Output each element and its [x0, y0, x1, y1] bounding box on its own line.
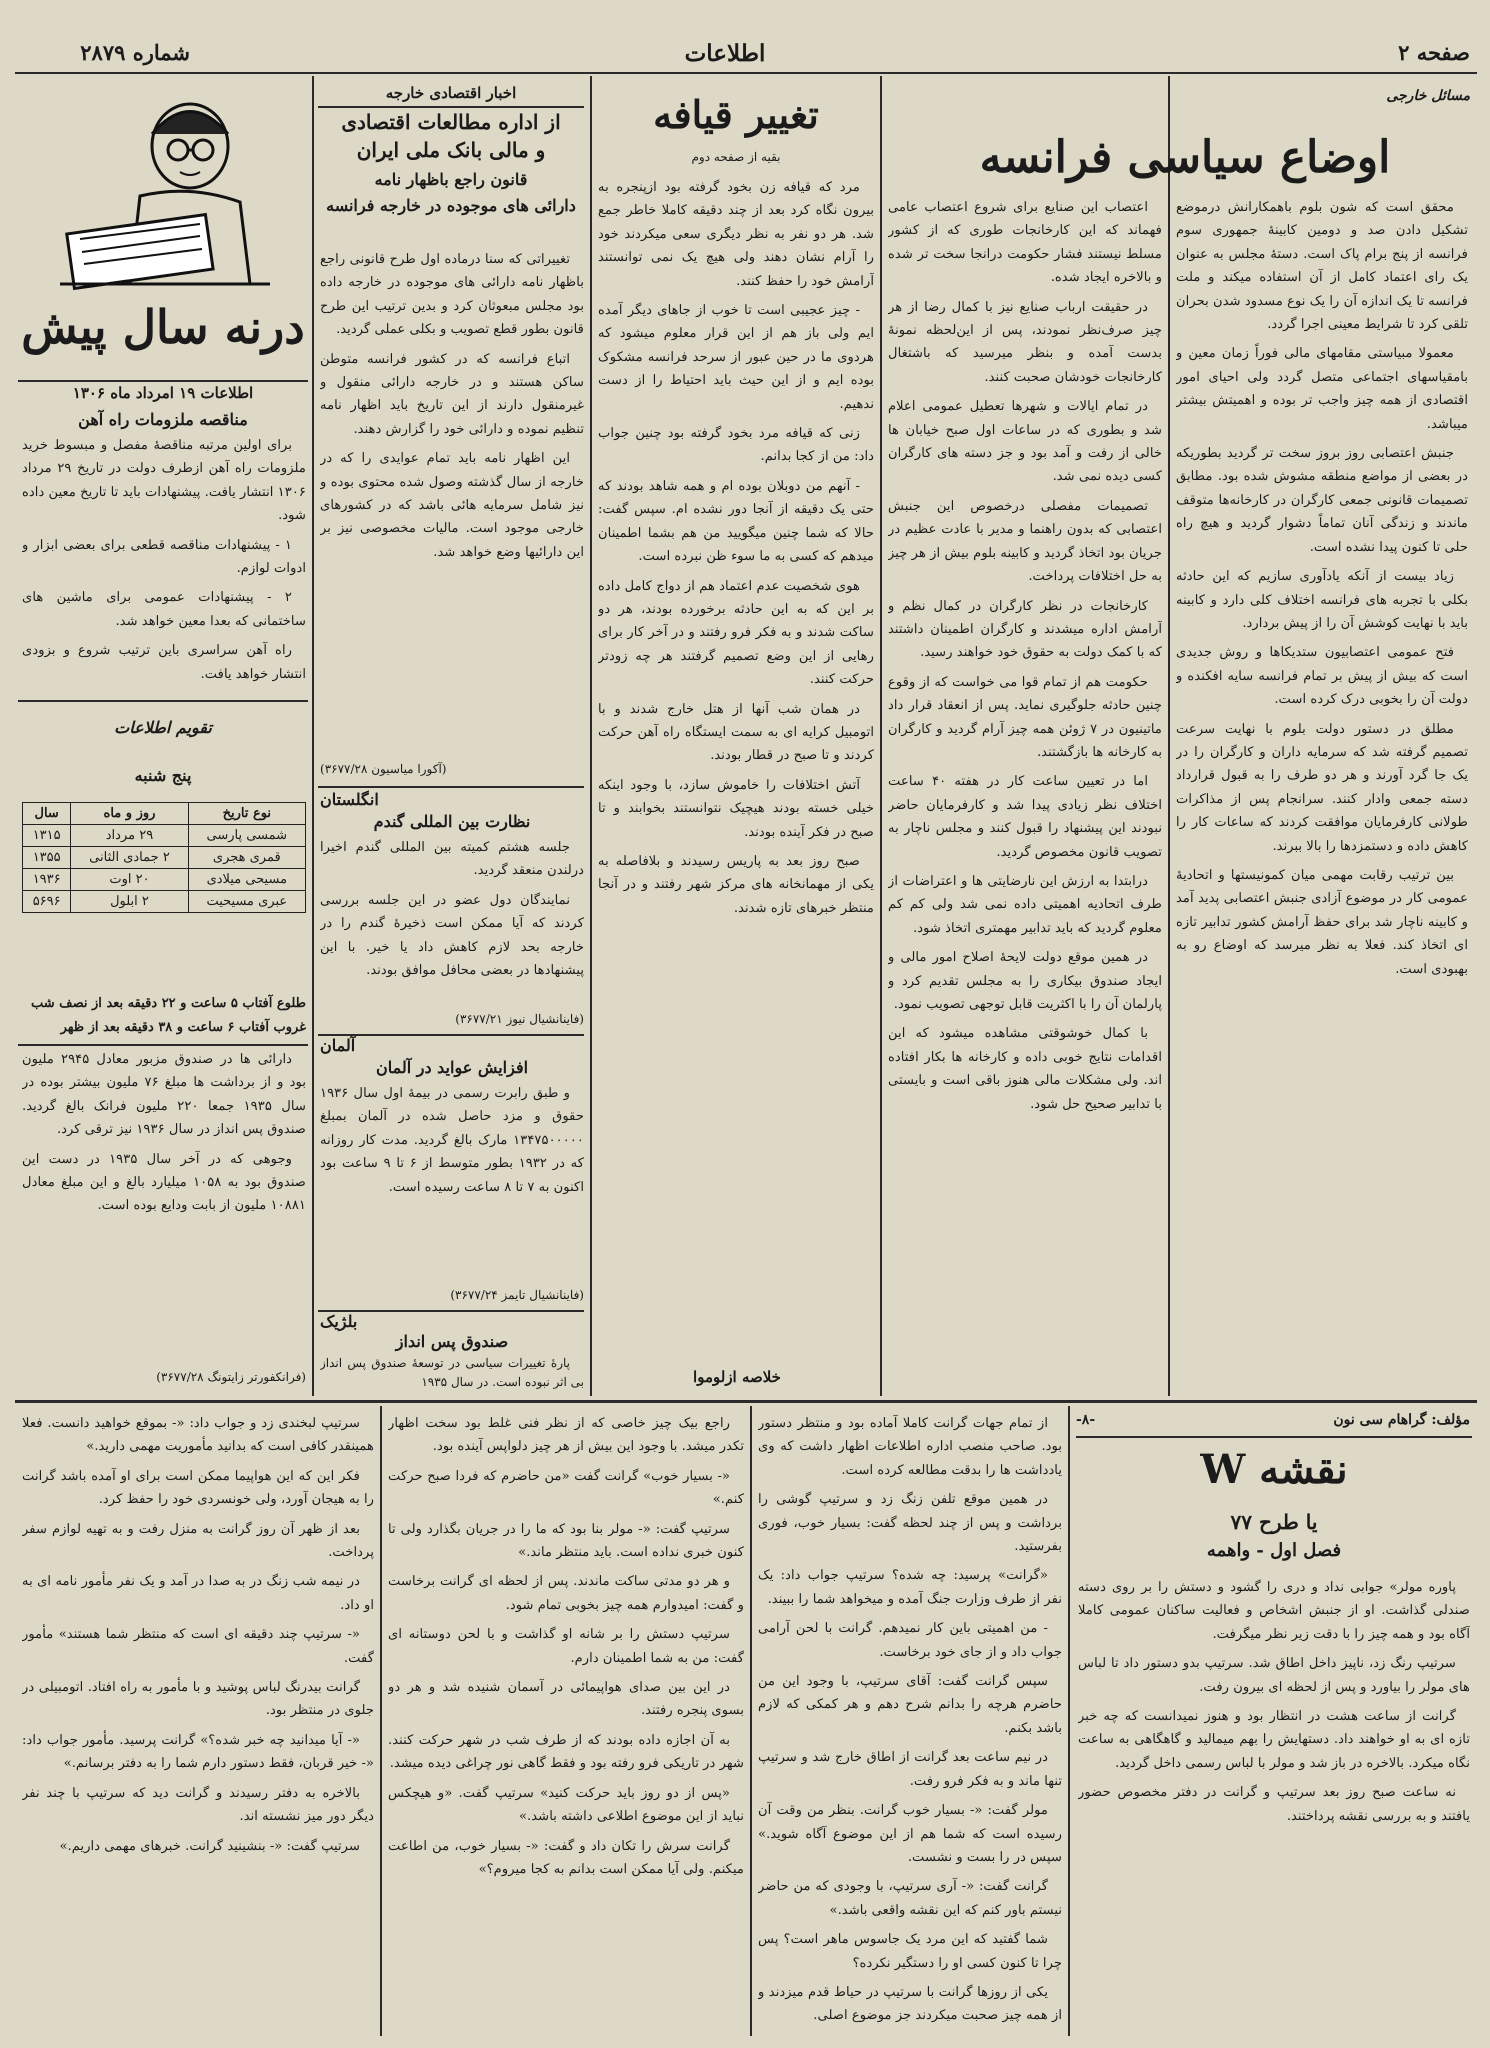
econ-england-body: جلسه هشتم کمیته بین المللی گندم اخیرا درلندن منعقد گردید. نمایندگان دول عضو در این جلسه بررسی کردند که آیا ممکن است ذخیرهٔ گندم را در خارجه بحد لازم کاهش داد یا خیر. با این پیشنهادها در بعضی محافل موافق بودند.: [320, 840, 584, 979]
story-ending: خلاصه ازلوموا: [693, 1368, 781, 1386]
story-subtitle: بقیه از صفحه دوم: [691, 150, 781, 164]
calendar-row: مسیحی میلادی ۲۰ اوت ۱۹۳۶: [23, 869, 306, 891]
page-number: صفحه ۲: [1398, 40, 1470, 65]
story-body: مرد که قیافه زن بخود گرفته بود ازپنجره به بیرون نگاه کرد بعد از چند دقیقه کاملا خاطر جمع شد. هر دو نفر به نظر دیگری سعی میکردند خود را آرام نشان دهند ولی هیچ یک نمی توانستند آرامش خود را حفظ کنند. - چیز عجیبی است تا خوب از جاهای دیگر آمده ایم ولی باز هم از این قرار معلوم میشود که هردوی ما در حین عبور از سرحد فرانسه مشکوک بوده ایم و از این حیث باید احتیاط را از دست ندهیم. زنی که قیافه مرد بخود گرفته بود چنین جواب داد: من از کجا بدانم. - آنهم من دوبلان بوده ام و همه شاهد بودند که حتی یک دقیقه از آنجا دور نشده ام. سپس گفت: حالا که شما چنین میگویید من هم بشما اطمینان میدهم که کسی به ما سوء ظن نبرده است. هوی شخصیت عدم اعتماد هم از دواج کامل داده بر این که به این حادثه برخورده بودند، هر دو ساکت شدند و به فکر فرو رفتند و در آخر کار برای رهایی از این وضع تصمیم گرفتند هر چه زودتر حرکت کنند. در همان شب آنها از هتل خارج شدند و با اتومبیل کرایه ای به سمت ایستگاه راه آهن حرکت کردند و تا صبح در قطار بودند. آتش اختلافات را خاموش سازد، با وجود اینکه خیلی خسته بودند هیچیک نتوانستند بخوابند و تا صبح در فکر آینده بودند. صبح روز بعد به پاریس رسیدند و بلافاصله به یکی از مهمانخانه های مرکز شهر رفتند و در آنجا منتظر خبرهای تازه شدند.: [598, 180, 874, 916]
calendar-title: تقویم اطلاعات: [114, 718, 212, 737]
article-body-france: محقق است که شون بلوم باهمکارانش درموضع تشکیل دادن صد و دومین کابینهٔ جمهوری سوم فرانسه از پنج برام پاک است. دستهٔ مجلس به عنوان یک رای اعتماد کامل از آن استفاده میکند و ملت فرانسه تا یک اندازه آن را یک نوع مسدود شدن بحران تلقی کرد تا شرایط معینی اجرا گردد. معمولا مبیاستی مقامهای مالی فوراً زمان معین و بامقیاسهای اجتماعی متصل گردد ولی احیای امور اقتصادی از همه چیز واجب تر بوده و اهمیتش بیشتر میباشد. جنبش اعتصابی روز بروز سخت تر گردید بطوریکه در بعضی از مواضع منطقه مشوش شده بود. مطابق تصمیمات قانونی جمعی کارگران در کارخانه‌ها متوقف ماندند و زندگی آنان تماماً دشوار گردید و هیچ راه حلی تا کنون پیدا نشده است. زیاد بیست از آنکه یادآوری سازیم که این حادثه بکلی با تجربه های فرانسه اختلاف کلی دارد و کابینه باید با نهایت کوشش آن را از پیش بردارد. فتح عمومی اعتصابیون ستدیکاها و روش جدیدی است که بیش از پیش بر تمام فرانسه سایه افکنده و دولت آن را بخوبی درک کرده است. مطلق در دستور دولت بلوم با نهایت سرعت تصمیم گرفته شد که سرمایه داران و کارگران را در یک جا گرد آورند و هر دو طرف را به قبول قرارداد دسته جمعی وادار کنند. سرانجام پس از مذاکرات طولانی کارفرمایان موافقت کردند که ساعات کار را کاهش داده و دستمزدها را بالا ببرند. بین ترتیب رقابت مهمی میان کمونیستها و اتحادیهٔ عمومی کار در موضوع آزادی جنبش اعتصابی پدید آمد و کابینه ناچار شد برای حفظ آرامش کشور تدابیر تازه ای اتخاذ کند. فعلا به نظر میرسد که اوضاع رو به بهبودی است.: [1176, 200, 1468, 977]
econ-germany-footnote: (فاینانشیال تایمز ۳۶۷۷/۲۴): [450, 1288, 584, 1302]
section-kicker: مسائل خارجی: [1386, 88, 1470, 104]
econ-body: تغییراتی که سنا درماده اول طرح قانونی راجع باظهار نامه دارائی های موجوده در خارجه داده بود مجلس مبعوثان کرد و بدین ترتیب این طرح قانون بطور قطع تصویب و بکلی عملی گردید. اتباع فرانسه که در کشور فرانسه متوطن ساکن هستند و در خارجه دارائی منقول و غیرمنقول دارند از این تاریخ باید اظهار نامه تنظیم نموده و دارائی خود را گزارش دهند. این اظهار نامه باید تمام عوایدی را که در خارجه از سال گذشته وصول شده محتوی بوده و نیز شامل سرمایه هائی باشد که در کشورهای خارجی موجود است. مالیات مخصوصی نیز بر این دارائیها وضع خواهد شد.: [320, 252, 584, 560]
econ-belgium-heading: صندوق پس انداز: [395, 1332, 509, 1351]
masthead-rule: [15, 72, 1477, 74]
serial-subtitle: یا طرح ۷۷: [1230, 1510, 1318, 1534]
serial-author: مؤلف: گراهام سی نون: [1333, 1412, 1470, 1428]
issue-number: شماره ۲۸۷۹: [80, 40, 190, 65]
calendar-header: سال: [23, 803, 71, 825]
econ-germany-heading: افزایش عواید در آلمان: [375, 1058, 529, 1077]
history-item-title: مناقصه ملزومات راه آهن: [78, 410, 248, 429]
calendar-table: [22, 802, 306, 913]
history-date: اطلاعات ۱۹ امرداد ماه ۱۳۰۶: [72, 384, 254, 402]
econ-england-footnote: (فاینانشیال نیوز ۳۶۷۷/۲۱): [455, 1012, 584, 1026]
serial-body-col4: سرتیپ لبخندی زد و جواب داد: «- بموقع خواهید دانست. فعلا همینقدر کافی است که بدانید مأموریت مهمی دارید.» فکر این که این هواپیما ممکن است برای او آمده باشد گرانت را به هیجان آورد، ولی خونسردی خود را حفظ کرد. بعد از ظهر آن روز گرانت به منزل رفت و به تهیه لوازم سفر پرداخت. در نیمه شب زنگ در به صدا در آمد و یک نفر مأمور نامه ای به او داد. «- سرتیپ چند دقیقه ای است که منتظر شما هستند» مأمور گفت. گرانت بیدرنگ لباس پوشید و با مأمور به راه افتاد. اتومبیلی در جلوی در منتظر بود. «- آیا میدانید چه خبر شده؟» گرانت پرسید. مأمور جواب داد: «- خیر قربان، فقط دستور دارم شما را به دفتر برسانم.» بالاخره به دفتر رسیدند و گرانت دید که سرتیپ با چند نفر دیگر دور میز نشسته اند. سرتیپ گفت: «- بنشینید گرانت. خبرهای مهمی داریم.»: [22, 1416, 374, 1854]
econ-heading-1: از اداره مطالعات اقتصادی: [341, 110, 561, 134]
serial-chapter: فصل اول - واهمه: [1206, 1540, 1342, 1561]
econ-section-belgium: بلژیک: [320, 1312, 358, 1331]
illustration-reader: [50, 84, 280, 299]
paper-name: اطلاعات: [684, 40, 766, 67]
econ-footnote: (آکورا میاسیون ۳۶۷۷/۲۸): [320, 762, 447, 776]
econ-england-heading: نظارت بین المللی گندم: [373, 812, 531, 831]
page-section-divider: [15, 1400, 1477, 1403]
econ-heading-4: دارائی های موجوده در خارجه فرانسه: [326, 196, 576, 215]
history-item-body: برای اولین مرتبه مناقصهٔ مفصل و مبسوط خرید ملزومات راه آهن ازطرف دولت در تاریخ ۲۹ مرداد ۱۳۰۶ انتشار یافت. پیشنهادات باید تا تاریخ معین داده شود. ۱ - پیشنهادات مناقصه قطعی برای بعضی ابزار و ادوات لوازم. ۲ - پیشنهادات عمومی برای ماشین های ساختمانی که بعدا معین خواهد شد. راه آهن سراسری باین ترتیب شروع و بزودی انتشار خواهد یافت.: [22, 438, 306, 682]
story-title: تغییر قیافه: [653, 92, 819, 137]
serial-title: نقشه W: [1200, 1446, 1348, 1493]
article-body-france-continued: اعتصاب این صنایع برای شروع اعتصاب عامی فهماند که این کارخانجات طوری که از کشور مسلط نیستند فشار حکومت درانجا سخت تر شده و بالاخره ایجاد شده. در حقیقت ارباب صنایع نیز با کمال رضا از هر چیز صرف‌نظر نمودند، پس از این‌لحظه نمونهٔ بدست آمده و بنظر میرسید که باشتغال کارخانجات خودشان صحبت کنند. در تمام ایالات و شهرها تعطیل عمومی اعلام شد و بطوری که در ساعات اول صبح خیابان ها خالی از رفت و آمد بود و جز دسته های کارگران کسی دیده نمی شد. تصمیمات مفصلی درخصوص این جنبش اعتصابی که بدون راهنما و مدیر با عادت عظیم در جریان بود اتخاذ گردید و کابینه بلوم بیش از هر چیز به حل اختلافات پرداخت. کارخانجات در نظر کارگران در کمال نظم و آرامش اداره میشدند و کارگران اطمینان داشتند که با کمک دولت به حقوق خود خواهند رسید. حکومت هم از تمام قوا می خواست که از وقوع چنین حادثه جلوگیری نماید. پس از انعقاد قرار داد ماتینیون در ۷ ژوئن همه چیز آرام گردید و کارگران به کارخانه ها بازگشتند. اما در تعیین ساعت کار در هفته ۴۰ ساعت اختلاف نظر زیادی پیدا شد و کارفرمایان حاضر نبودند این پیشنهاد را قبول کنند و مجلس ناچار به تصویب قانون مخصوص گردید. درابتدا به ارزش این نارضایتی ها و اعتراضات از طرف اتحادیه اهمیتی داده نمی شد ولی کم کم معلوم گردید که باید تدابیر مهمتری اتخاذ شود. در همین موقع دولت لایحهٔ اصلاح امور مالی و ایجاد صندوق بیکاری را به مجلس تقدیم کرد و پارلمان آن را با اکثریت قابل توجهی تصویب نمود. با کمال خوشوقتی مشاهده میشود که این اقدامات نتایج خوبی داده و کارخانه ها بکار افتاده اند. ولی مشکلات مالی هنوز باقی است و بایستی با تدابیر صحیح حل شود.: [888, 200, 1162, 1112]
econ-section-germany: آلمان: [320, 1036, 356, 1055]
sunset-time: غروب آفتاب ۶ ساعت و ۳۸ دقیقه بعد از ظهر: [60, 1020, 306, 1035]
bank-continuation-body: دارائی ها در صندوق مزبور معادل ۲۹۴۵ ملیون بود و از برداشت ها مبلغ ۷۶ ملیون بیشتر بوده در سال ۱۹۳۵ جمعا ۲۲۰ ملیون فرانک بالغ گردید. صندوق پس انداز در سال ۱۹۳۶ نیز ترقی کرد. وجوهی که در آخر سال ۱۹۳۵ در دست این صندوق بود به ۱۰۵۸ میلیارد بالغ و این مبلغ معادل ۱۰۸۸۱ ملیون از بابت ودایع بوده است.: [22, 1052, 306, 1214]
serial-episode: -۸-: [1076, 1412, 1096, 1428]
calendar-row: عبری مسیحیت ۲ ابلول ۵۶۹۶: [23, 891, 306, 913]
sunrise-time: طلوع آفتاب ۵ ساعت و ۲۲ دقیقه بعد از نصف شب: [30, 996, 306, 1011]
bank-footnote: (فرانکفورتر زایتونگ ۳۶۷۷/۲۸): [156, 1370, 306, 1384]
serial-body-col3: راجع بیک چیز خاصی که از نظر فنی غلط بود سخت اظهار تکدر میشد. با وجود این بیش از هر چیز دلواپس آینده بود. «- بسیار خوب» گرانت گفت «من حاضرم که فردا صبح حرکت کنم.» سرتیپ گفت: «- مولر بنا بود که ما را در جریان بگذارد ولی تا کنون خبری نداده است. باید منتظر ماند.» و هر دو مدتی ساکت ماندند. پس از لحظه ای گرانت برخاست و گفت: امیدوارم همه چیز بخوبی تمام شود. سرتیپ دستش را بر شانه او گذاشت و با لحن دوستانه ای گفت: من به شما اطمینان دارم. در این بین صدای هواپیمائی در آسمان شنیده شد و هر دو بسوی پنجره رفتند. به آن اجازه داده بودند که از طرف شب در شهر حرکت کنند. شهر در تاریکی فرو رفته بود و فقط گاهی نور چراغی دیده میشد. «پس از دو روز باید حرکت کنید» سرتیپ گفت. «و هیچکس نباید از این موضوع اطلاعی داشته باشد.» گرانت سرش را تکان داد و گفت: «- بسیار خوب، من اطاعت میکنم. ولی آیا ممکن است بدانم به کجا میروم؟»: [388, 1416, 744, 1877]
calendar-header: نوع تاریخ: [188, 803, 305, 825]
serial-body-col1: پاوره مولر» جوابی نداد و دری را گشود و دستش را بر روی دسته صندلی گذاشت. او از جنبش اشخاص و فعالیت ساکنان عمومی کاملا آگاه بود و همه چیز را با دقت زیر نظر میگرفت. سرتیپ رنگ زد، ناپیز داخل اطاق شد. سرتیپ بدو دستور داد تا لباس های مولر را بیاورد و پس از لحظه ای بیرون رفت. گرانت از ساعت هشت در انتظار بود و هنوز نمیدانست که چه خبر تازه ای به او خواهند داد. دستهایش را بهم میمالید و گاهگاهی به ساعت نگاه میکرد. بالاخره در باز شد و مولر با لباس رسمی داخل گردید. نه ساعت صبح روز بعد سرتیپ و گرانت در دفتر مخصوص حضور یافتند و به بررسی نقشه پرداختند.: [1078, 1580, 1470, 1824]
econ-section-england: انگلستان: [320, 790, 379, 809]
econ-kicker: اخبار اقتصادی خارجه: [385, 84, 517, 102]
serial-body-col2: از تمام جهات گرانت کاملا آماده بود و منتظر دستور بود. صاحب منصب اداره اطلاعات اظهار داشت که وی یادداشت ها را بدقت مطالعه کرده است. در همین موقع تلفن زنگ زد و سرتیپ گوشی را برداشت و پس از چند لحظه گفت: بسیار خوب، فوری بفرستید. «گرانت» پرسید: چه شده؟ سرتیپ جواب داد: یک نفر از طرف وزارت جنگ آمده و میخواهد شما را ببیند. - من اهمیتی باین کار نمیدهم. گرانت با لحن آرامی جواب داد و از جای خود برخاست. سپس گرانت گفت: آقای سرتیپ، با وجود این من حاضرم هرچه را بدانم شرح دهم و هر کمکی که لازم باشد بکنم. در نیم ساعت بعد گرانت از اطاق خارج شد و سرتیپ تنها ماند و به فکر فرو رفت. مولر گفت: «- بسیار خوب گرانت. بنظر من وقت آن رسیده است که شما هم از این موضوع آگاه شوید.» سپس در را بست و نشست. گرانت گفت: «- آری سرتیپ، با وجودی که من حاضر نیستم باور کنم که این نقشه واقعی باشد.» شما گفتید که این مرد یک جاسوس ماهر است؟ پس چرا تا کنون کسی او را دستگیر نکرده؟ یکی از روزها گرانت با سرتیپ در حیاط قدم میزدند و از همه چیز صحبت میکردند جز موضوع اصلی.: [758, 1416, 1062, 2024]
calendar-weekday: پنج شنبه: [134, 766, 192, 785]
history-title: درنه سال پیش: [21, 300, 305, 354]
econ-germany-body: و طبق رابرت رسمی در بیمهٔ اول سال ۱۹۳۶ حقوق و مزد حاصل شده در آلمان بمبلغ ۱۳۴۷۵۰۰۰۰۰ مارک بالغ گردید. مدت کار روزانه که در ۱۹۳۲ بطور متوسط از ۶ تا ۹ ساعت بود اکنون به ۷ تا ۸ ساعت رسیده است.: [320, 1086, 584, 1195]
econ-heading-2: و مالی بانک ملی ایران: [356, 138, 546, 162]
calendar-row: شمسی پارسی ۲۹ مرداد ۱۳۱۵: [23, 825, 306, 847]
article-title-france: اوضاع سیاسی فرانسه: [979, 132, 1391, 183]
calendar-header: روز و ماه: [71, 803, 188, 825]
econ-belgium-body: پارهٔ تغییرات سیاسی در توسعهٔ صندوق پس انداز بی اثر نبوده است. در سال ۱۹۳۵: [320, 1356, 584, 1389]
calendar-row: قمری هجری ۲ جمادی الثانی ۱۳۵۵: [23, 847, 306, 869]
econ-heading-3: قانون راجع باظهار نامه: [374, 170, 528, 189]
